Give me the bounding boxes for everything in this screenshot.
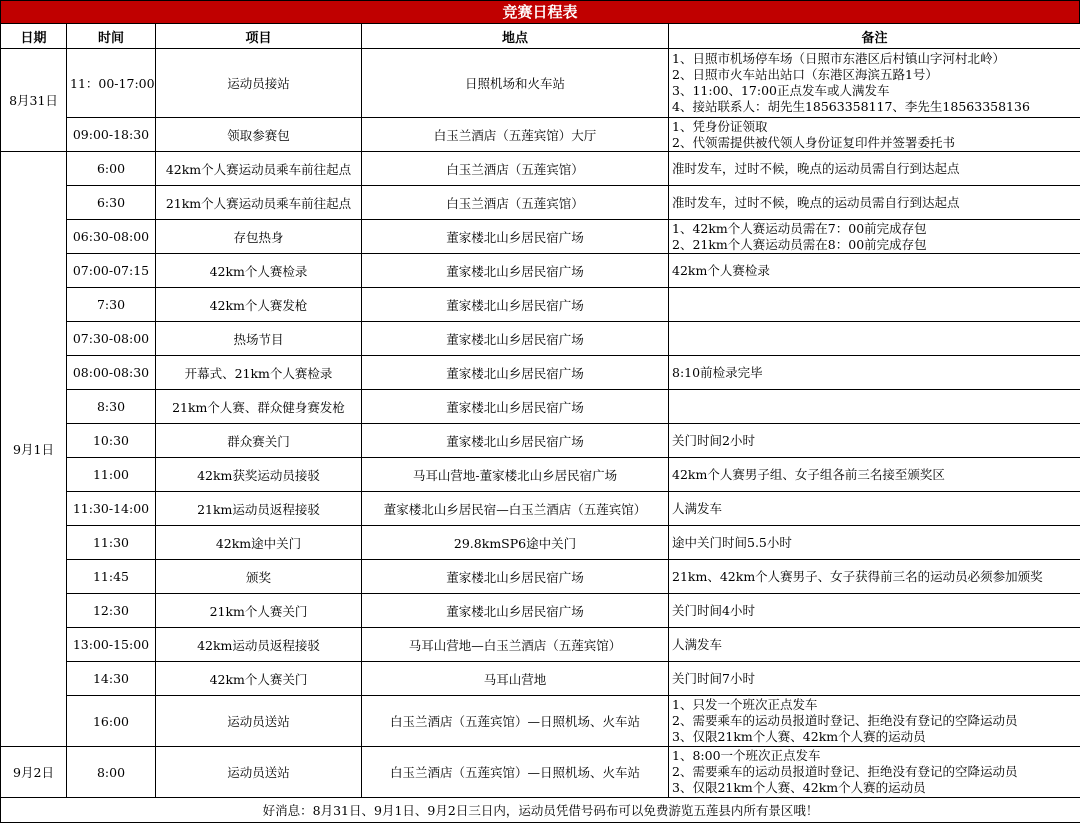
table-row xyxy=(1,458,1080,492)
notes-cell xyxy=(669,594,1080,628)
time-cell: 10:30 xyxy=(67,424,156,458)
time-cell: 13:00-15:00 xyxy=(67,628,156,662)
table-row xyxy=(1,220,1080,254)
place-cell: 马耳山营地-董家楼北山乡居民宿广场 xyxy=(362,458,669,492)
time-cell: 11:00 xyxy=(67,458,156,492)
date-cell: 8月31日 xyxy=(1,49,67,152)
notes-cell xyxy=(669,288,1080,322)
date-cell: 9月1日 xyxy=(1,152,67,747)
note-line: 2、需要乘车的运动员报道时登记、拒绝没有登记的空降运动员 xyxy=(672,713,1018,728)
item-cell: 42km运动员返程接驳 xyxy=(156,628,362,662)
item-cell: 21km个人赛、群众健身赛发枪 xyxy=(156,390,362,424)
time-cell: 12:30 xyxy=(67,594,156,628)
place-cell: 日照机场和火车站 xyxy=(362,49,669,118)
place-cell: 董家楼北山乡居民宿广场 xyxy=(362,356,669,390)
note-line: 1、日照市机场停车场（日照市东港区后村镇山字河村北岭） xyxy=(672,51,1005,66)
time-cell: 11:30 xyxy=(67,526,156,560)
item-cell: 运动员送站 xyxy=(156,747,362,798)
place-cell: 白玉兰酒店（五莲宾馆）大厅 xyxy=(362,118,669,152)
notes-cell xyxy=(669,628,1080,662)
header-item: 项目 xyxy=(156,24,362,49)
note-line: 42km个人赛男子组、女子组各前三名接至颁奖区 xyxy=(672,466,945,482)
table-row xyxy=(1,288,1080,322)
place-cell: 董家楼北山乡居民宿广场 xyxy=(362,390,669,424)
place-cell: 董家楼北山乡居民宿广场 xyxy=(362,288,669,322)
schedule-table xyxy=(0,23,1080,823)
item-cell: 存包热身 xyxy=(156,220,362,254)
notes-cell xyxy=(669,696,1080,747)
table-row xyxy=(1,747,1080,798)
notes-cell xyxy=(669,49,1080,118)
table-row xyxy=(1,560,1080,594)
time-cell: 11：00-17:00 xyxy=(67,49,156,118)
note-line: 2、21km个人赛运动员需在8：00前完成存包 xyxy=(672,236,927,252)
table-row xyxy=(1,390,1080,424)
notes-cell xyxy=(669,458,1080,492)
schedule-title: 竞赛日程表 xyxy=(0,0,1080,23)
place-cell: 董家楼北山乡居民宿广场 xyxy=(362,322,669,356)
place-cell: 董家楼北山乡居民宿广场 xyxy=(362,254,669,288)
note-line: 4、接站联系人：胡先生18563358117、李先生18563358136 xyxy=(672,99,1030,114)
table-row xyxy=(1,594,1080,628)
place-cell: 白玉兰酒店（五莲宾馆） xyxy=(362,186,669,220)
note-line: 2、代领需提供被代领人身份证复印件并签署委托书 xyxy=(672,134,955,150)
time-cell: 7:30 xyxy=(67,288,156,322)
note-line: 准时发车，过时不候，晚点的运动员需自行到达起点 xyxy=(672,160,960,176)
table-row xyxy=(1,118,1080,152)
notes-cell xyxy=(669,390,1080,424)
note-line: 21km、42km个人赛男子、女子获得前三名的运动员必须参加颁奖 xyxy=(672,568,1043,584)
notes-cell xyxy=(669,526,1080,560)
item-cell: 42km个人赛关门 xyxy=(156,662,362,696)
notes-cell xyxy=(669,662,1080,696)
item-cell: 21km运动员返程接驳 xyxy=(156,492,362,526)
header-time: 时间 xyxy=(67,24,156,49)
item-cell: 42km个人赛检录 xyxy=(156,254,362,288)
time-cell: 11:45 xyxy=(67,560,156,594)
notes-cell xyxy=(669,186,1080,220)
time-cell: 11:30-14:00 xyxy=(67,492,156,526)
table-row xyxy=(1,356,1080,390)
note-line: 人满发车 xyxy=(672,500,723,516)
note-line: 1、42km个人赛运动员需在7：00前完成存包 xyxy=(672,220,927,236)
item-cell: 热场节目 xyxy=(156,322,362,356)
item-cell: 开幕式、21km个人赛检录 xyxy=(156,356,362,390)
header-row xyxy=(1,24,1080,49)
table-row xyxy=(1,322,1080,356)
table-row xyxy=(1,696,1080,747)
table-row xyxy=(1,492,1080,526)
time-cell: 8:00 xyxy=(67,747,156,798)
table-row xyxy=(1,254,1080,288)
table-row xyxy=(1,662,1080,696)
note-line: 人满发车 xyxy=(672,636,723,652)
time-cell: 06:30-08:00 xyxy=(67,220,156,254)
table-row xyxy=(1,526,1080,560)
note-line: 1、凭身份证领取 xyxy=(672,118,768,134)
notes-cell xyxy=(669,254,1080,288)
note-line: 3、11:00、17:00正点发车或人满发车 xyxy=(672,83,890,98)
note-line: 3、仅限21km个人赛、42km个人赛的运动员 xyxy=(672,780,926,795)
date-cell: 9月2日 xyxy=(1,747,67,798)
note-line: 1、只发一个班次正点发车 xyxy=(672,697,818,712)
notes-cell xyxy=(669,220,1080,254)
note-line: 8:10前检录完毕 xyxy=(672,364,763,380)
table-row xyxy=(1,424,1080,458)
table-row xyxy=(1,628,1080,662)
place-cell: 29.8kmSP6途中关门 xyxy=(362,526,669,560)
item-cell: 运动员接站 xyxy=(156,49,362,118)
notes-cell xyxy=(669,118,1080,152)
item-cell: 42km获奖运动员接驳 xyxy=(156,458,362,492)
place-cell: 马耳山营地 xyxy=(362,662,669,696)
notes-cell xyxy=(669,152,1080,186)
place-cell: 白玉兰酒店（五莲宾馆）—日照机场、火车站 xyxy=(362,696,669,747)
time-cell: 16:00 xyxy=(67,696,156,747)
place-cell: 白玉兰酒店（五莲宾馆） xyxy=(362,152,669,186)
place-cell: 白玉兰酒店（五莲宾馆）—日照机场、火车站 xyxy=(362,747,669,798)
note-line: 关门时间4小时 xyxy=(672,602,755,618)
item-cell: 21km个人赛关门 xyxy=(156,594,362,628)
notes-cell xyxy=(669,560,1080,594)
note-line: 2、日照市火车站出站口（东港区海滨五路1号） xyxy=(672,67,938,82)
time-cell: 08:00-08:30 xyxy=(67,356,156,390)
time-cell: 14:30 xyxy=(67,662,156,696)
item-cell: 领取参赛包 xyxy=(156,118,362,152)
footer-note: 好消息：8月31日、9月1日、9月2日三日内，运动员凭借号码布可以免费游览五莲县内所有景区哦！ xyxy=(1,798,1080,823)
note-line: 3、仅限21km个人赛、42km个人赛的运动员 xyxy=(672,729,926,744)
item-cell: 颁奖 xyxy=(156,560,362,594)
time-cell: 8:30 xyxy=(67,390,156,424)
item-cell: 42km个人赛运动员乘车前往起点 xyxy=(156,152,362,186)
time-cell: 6:00 xyxy=(67,152,156,186)
header-date: 日期 xyxy=(1,24,67,49)
time-cell: 6:30 xyxy=(67,186,156,220)
place-cell: 马耳山营地—白玉兰酒店（五莲宾馆） xyxy=(362,628,669,662)
note-line: 关门时间7小时 xyxy=(672,670,755,686)
notes-cell xyxy=(669,322,1080,356)
item-cell: 21km个人赛运动员乘车前往起点 xyxy=(156,186,362,220)
notes-cell xyxy=(669,747,1080,798)
item-cell: 群众赛关门 xyxy=(156,424,362,458)
time-cell: 07:30-08:00 xyxy=(67,322,156,356)
time-cell: 07:00-07:15 xyxy=(67,254,156,288)
place-cell: 董家楼北山乡居民宿广场 xyxy=(362,594,669,628)
note-line: 准时发车，过时不候，晚点的运动员需自行到达起点 xyxy=(672,194,960,210)
item-cell: 42km个人赛发枪 xyxy=(156,288,362,322)
place-cell: 董家楼北山乡居民宿广场 xyxy=(362,220,669,254)
note-line: 42km个人赛检录 xyxy=(672,262,770,278)
note-line: 关门时间2小时 xyxy=(672,432,755,448)
note-line: 途中关门时间5.5小时 xyxy=(672,534,792,550)
place-cell: 董家楼北山乡居民宿广场 xyxy=(362,424,669,458)
table-row xyxy=(1,152,1080,186)
item-cell: 42km途中关门 xyxy=(156,526,362,560)
notes-cell xyxy=(669,356,1080,390)
note-line: 2、需要乘车的运动员报道时登记、拒绝没有登记的空降运动员 xyxy=(672,764,1018,779)
schedule-body xyxy=(1,49,1080,798)
table-row xyxy=(1,186,1080,220)
item-cell: 运动员送站 xyxy=(156,696,362,747)
notes-cell xyxy=(669,492,1080,526)
footer-row xyxy=(1,798,1080,823)
header-place: 地点 xyxy=(362,24,669,49)
header-notes: 备注 xyxy=(669,24,1080,49)
notes-cell xyxy=(669,424,1080,458)
place-cell: 董家楼北山乡居民宿广场 xyxy=(362,560,669,594)
note-line: 1、8:00一个班次正点发车 xyxy=(672,748,821,763)
place-cell: 董家楼北山乡居民宿—白玉兰酒店（五莲宾馆） xyxy=(362,492,669,526)
table-row xyxy=(1,49,1080,118)
time-cell: 09:00-18:30 xyxy=(67,118,156,152)
